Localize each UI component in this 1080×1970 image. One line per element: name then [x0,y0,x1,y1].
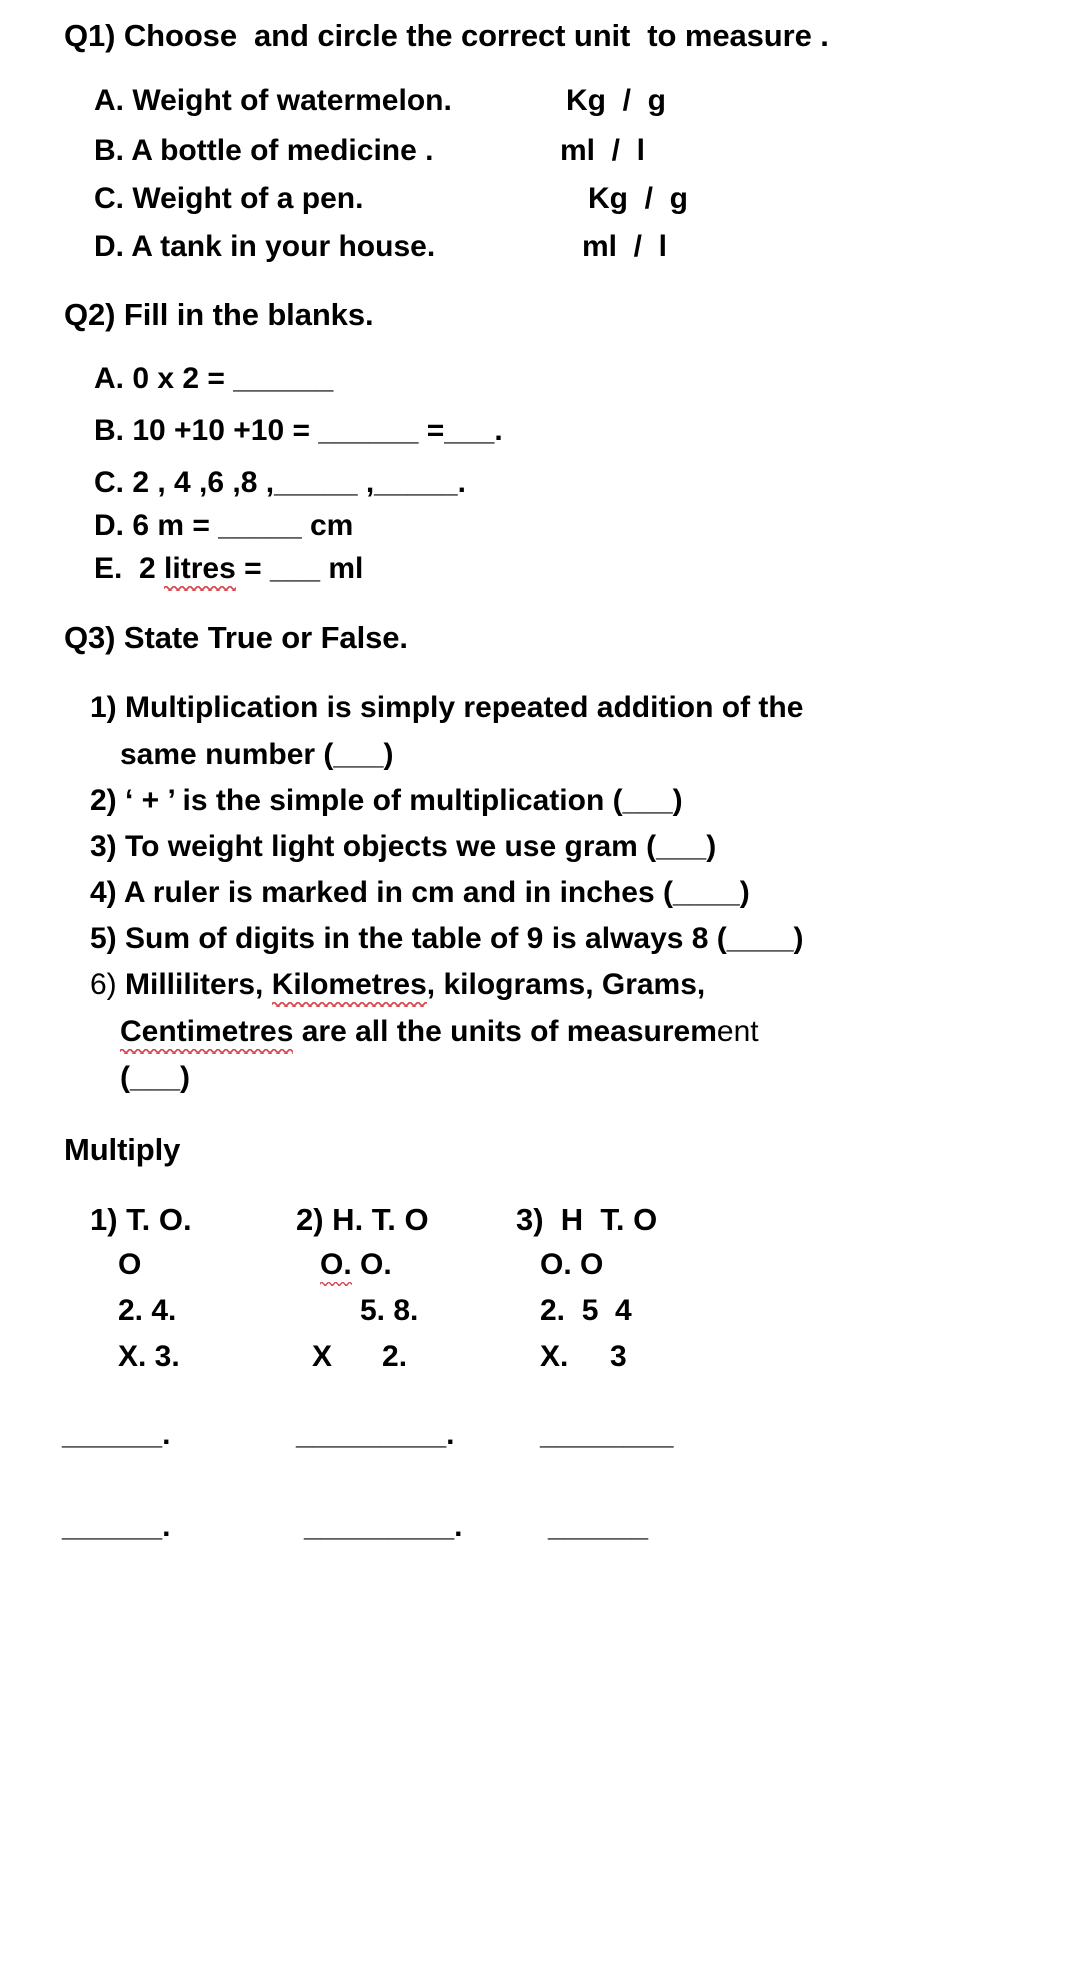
q3-item-1-line1: 1) Multiplication is simply repeated addition of the [90,691,804,724]
multiply-col1-header: 1) T. O. [90,1202,192,1237]
q3-item-5[interactable]: 5) Sum of digits in the table of 9 is always 8 (____) [90,922,804,955]
multiply-col1-row2: 2. 4. [118,1294,177,1327]
q3-item-1-line2[interactable]: same number (___) [120,738,394,771]
q3-item-6-answer-blank[interactable]: (___) [120,1061,191,1094]
q3-item-6-part-b: , kilograms, Grams, [426,968,706,1001]
multiply-col2-row1 [320,1250,392,1280]
multiply-col2-blank1[interactable]: _________. [296,1418,455,1451]
q2-item-a[interactable]: A. 0 x 2 = ______ [94,362,334,395]
q3-item-4[interactable]: 4) A ruler is marked in cm and in inches (____) [90,876,750,909]
q3-item-6-marker: 6) [90,968,126,1001]
q3-item-6-line2 [120,1017,759,1047]
q3-item-3[interactable]: 3) To weight light objects we use gram (___) [90,830,717,863]
multiply-col3-blank1[interactable]: ________ [540,1418,674,1451]
q1-item-d-units[interactable]: ml / l [582,230,668,263]
q2-item-e[interactable] [94,554,363,584]
multiply-col1-row3: X. 3. [118,1340,180,1373]
q2-item-e-suffix: = ___ ml [235,552,364,585]
q1-heading: Q1) Choose and circle the correct unit to measure . [64,18,829,53]
multiply-col2-blank2[interactable]: _________. [304,1510,463,1543]
q1-item-c-units[interactable]: Kg / g [588,182,688,215]
multiply-col2-row2: 5. 8. [360,1294,419,1327]
multiply-col1-blank2[interactable]: ______. [62,1510,171,1543]
multiply-col3-row1: O. O [540,1248,604,1281]
multiply-col3-header: 3) H T. O [516,1202,658,1237]
multiply-col1-row1: O [118,1248,142,1281]
q2-item-e-misspelled-word: litres [164,552,236,585]
multiply-col3-blank2[interactable]: ______ [548,1510,649,1543]
q1-item-b-units[interactable]: ml / l [560,134,646,167]
q3-item-6-tail: ent [716,1015,759,1048]
q3-item-6-misspelled-centimetres: Centimetres [120,1015,294,1048]
q1-item-a-units[interactable]: Kg / g [566,84,666,117]
q3-heading: Q3) State True or False. [64,620,408,655]
q3-item-2[interactable]: 2) ‘ + ’ is the simple of multiplication (___) [90,784,683,817]
q1-item-a-label: A. Weight of watermelon. [94,84,452,117]
multiply-col3-row2: 2. 5 4 [540,1294,632,1327]
multiply-col3-row3: X. 3 [540,1340,627,1373]
q2-item-c[interactable]: C. 2 , 4 ,6 ,8 ,_____ ,_____. [94,466,466,499]
q2-item-e-prefix: E. 2 [94,552,165,585]
q2-item-b[interactable]: B. 10 +10 +10 = ______ =___. [94,414,503,447]
multiply-col2-row3: X 2. [312,1340,408,1373]
q3-item-6-part-c: are all the units of measurem [293,1015,717,1048]
q1-item-b-label: B. A bottle of medicine . [94,134,434,167]
multiply-heading: Multiply [64,1132,181,1167]
multiply-col2-header: 2) H. T. O [296,1202,429,1237]
q3-item-6-line1 [90,970,705,1000]
q3-item-6-part-a: Milliliters, [125,968,272,1001]
q2-item-d[interactable]: D. 6 m = _____ cm [94,509,354,542]
q2-heading: Q2) Fill in the blanks. [64,297,374,332]
multiply-col1-blank1[interactable]: ______. [62,1418,171,1451]
q1-item-d-label: D. A tank in your house. [94,230,436,263]
multiply-col2-row1-rest: O. [351,1248,392,1281]
q3-item-6-misspelled-kilometres: Kilometres [271,968,427,1001]
q1-item-c-label: C. Weight of a pen. [94,182,364,215]
multiply-col2-row1-misspelled: O. [320,1248,352,1281]
